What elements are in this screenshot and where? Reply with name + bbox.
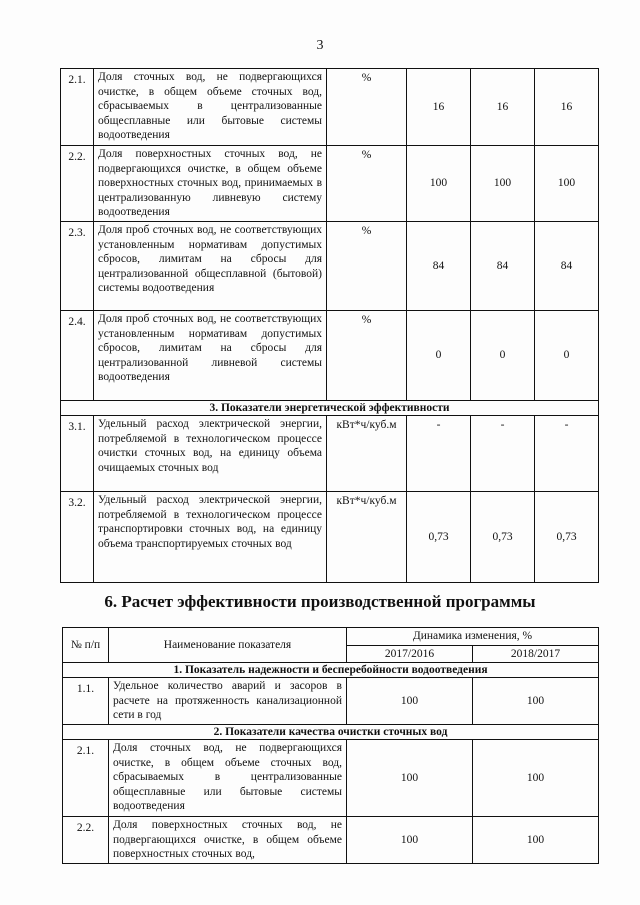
value-cell: 100 [407, 146, 471, 222]
value-cell: 100 [347, 817, 473, 864]
number-column-header: № п/п [63, 628, 109, 663]
value-cell: 0,73 [535, 492, 599, 583]
indicator-description: Удельное количество аварий и засоров в расчете на протяженность канализационной сети в год [109, 678, 347, 725]
indicator-description: Доля сточных вод, не подвергающихся очистке, в общем объеме сточных вод, сбрасываемых в централизованные общесплавные или бытовые системы водоотведения [109, 740, 347, 817]
value-cell: 16 [471, 69, 535, 146]
value-cell: 84 [471, 222, 535, 311]
row-number: 2.2. [63, 817, 109, 864]
value-cell: 100 [473, 678, 599, 725]
row-number: 2.2. [61, 146, 94, 222]
value-cell: 0 [471, 311, 535, 401]
page-number: 3 [316, 38, 324, 53]
value-cell: 16 [535, 69, 599, 146]
value-cell: 100 [473, 740, 599, 817]
value-cell: 0,73 [471, 492, 535, 583]
row-number: 2.1. [63, 740, 109, 817]
unit-cell: кВт*ч/куб.м [327, 492, 407, 583]
value-cell: - [471, 416, 535, 492]
row-number: 3.1. [61, 416, 94, 492]
value-cell: 100 [347, 740, 473, 817]
name-column-header: Наименование показателя [109, 628, 347, 663]
row-number: 3.2. [61, 492, 94, 583]
value-cell: 100 [535, 146, 599, 222]
value-cell: 100 [473, 817, 599, 864]
value-cell: 100 [347, 678, 473, 725]
dynamics-header: Динамика изменения, % [347, 628, 599, 646]
section-header-row [61, 401, 599, 416]
value-cell: 0,73 [407, 492, 471, 583]
table-row [63, 678, 599, 725]
indicator-description: Доля поверхностных сточных вод, не подвергающихся очистке, в общем объеме поверхностных сточных вод, [109, 817, 347, 864]
value-cell: 84 [535, 222, 599, 311]
value-cell: 84 [407, 222, 471, 311]
indicator-description: Удельный расход электрической энергии, потребляемой в технологическом процессе очистки сточных вод, на единицу объема очищаемых сточных вод [94, 416, 327, 492]
indicator-description: Доля проб сточных вод, не соответствующих установленным нормативам допустимых сбросов, лимитам на сбросы для централизованной ливневой системы водоотведения [94, 311, 327, 401]
indicator-description: Доля проб сточных вод, не соответствующих установленным нормативам допустимых сбросов, лимитам на сбросы для централизованной общесплавной (бытовой) системы водоотведения [94, 222, 327, 311]
value-cell: 0 [407, 311, 471, 401]
table-row [61, 311, 599, 401]
value-cell: - [407, 416, 471, 492]
value-cell: 0 [535, 311, 599, 401]
unit-cell: % [327, 146, 407, 222]
table-row [61, 146, 599, 222]
table-row [61, 222, 599, 311]
section-title: 3. Показатели энергетической эффективности [61, 401, 599, 416]
indicator-description: Доля поверхностных сточных вод, не подвергающихся очистке, в общем объеме поверхностных сточных вод, принимаемых в централизованную ливневую систему водоотведения [94, 146, 327, 222]
efficiency-table [62, 627, 599, 864]
table-row [61, 69, 599, 146]
value-cell: 16 [407, 69, 471, 146]
table-row [61, 416, 599, 492]
unit-cell: % [327, 69, 407, 146]
section-heading: 6. Расчет эффективности производственной программы [104, 592, 536, 611]
section-header-row [63, 725, 599, 740]
row-number: 1.1. [63, 678, 109, 725]
indicator-description: Удельный расход электрической энергии, потребляемой в технологическом процессе транспортировки сточных вод, на единицу объема транспортируемых сточных вод [94, 492, 327, 583]
value-cell: 100 [471, 146, 535, 222]
row-number: 2.4. [61, 311, 94, 401]
section-header-row [63, 663, 599, 678]
indicators-table [60, 68, 599, 583]
table-row [63, 817, 599, 864]
unit-cell: кВт*ч/куб.м [327, 416, 407, 492]
section-title: 1. Показатель надежности и бесперебойности водоотведения [63, 663, 599, 678]
section-title: 2. Показатели качества очистки сточных вод [63, 725, 599, 740]
period-column-header: 2018/2017 [473, 645, 599, 663]
table-row [63, 740, 599, 817]
unit-cell: % [327, 311, 407, 401]
table-row [61, 492, 599, 583]
period-column-header: 2017/2016 [347, 645, 473, 663]
unit-cell: % [327, 222, 407, 311]
row-number: 2.3. [61, 222, 94, 311]
row-number: 2.1. [61, 69, 94, 146]
value-cell: - [535, 416, 599, 492]
indicator-description: Доля сточных вод, не подвергающихся очистке, в общем объеме сточных вод, сбрасываемых в централизованные общесплавные или бытовые системы водоотведения [94, 69, 327, 146]
